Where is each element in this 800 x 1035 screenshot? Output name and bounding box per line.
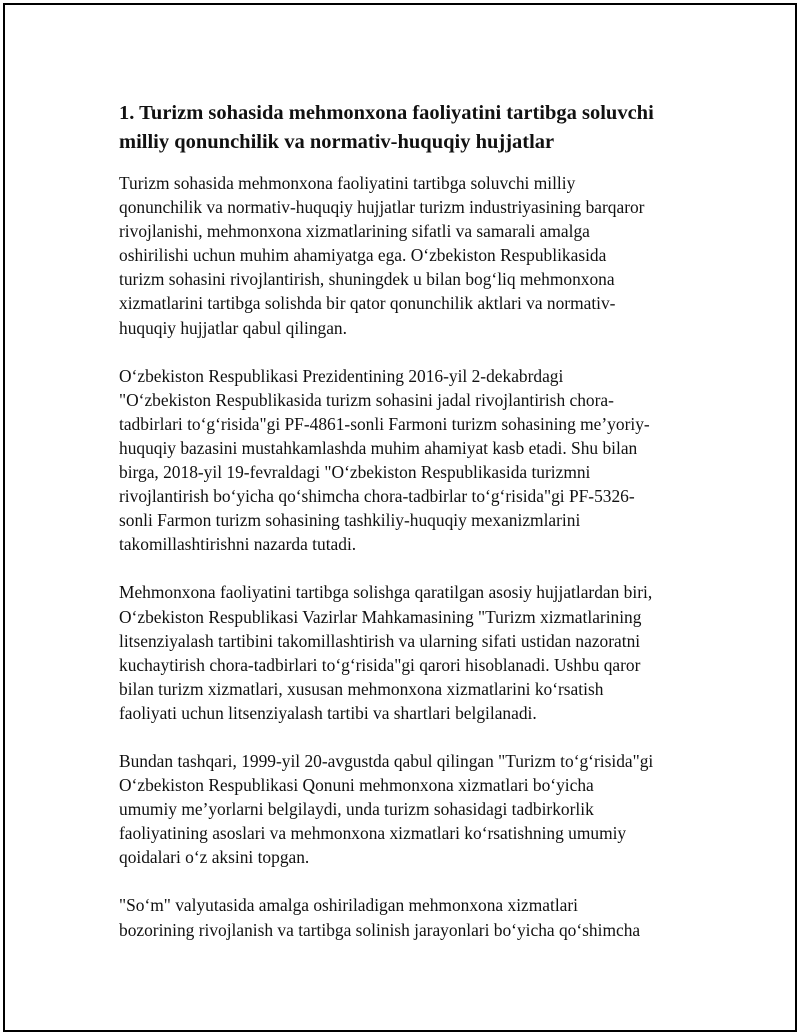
paragraph-line: O‘zbekiston Respublikasi Qonuni mehmonxona xizmatlari bo‘yicha [119, 775, 594, 796]
paragraph-line: "O‘zbekiston Respublikasida turizm sohasini jadal rivojlantirish chora- [119, 389, 614, 410]
paragraph-line: sonli Farmon turizm sohasining tashkiliy-huquqiy mexanizmlarini [119, 510, 581, 531]
paragraph-line: bozorining rivojlanish va tartibga solinish jarayonlari bo‘yicha qo‘shimcha [119, 919, 641, 940]
paragraph-4 [119, 749, 699, 869]
paragraph-line: litsenziyalash tartibini takomillashtirish va ularning sifati ustidan nazoratni [119, 630, 641, 651]
document-content [119, 99, 699, 966]
paragraph-line: faoliyatining asoslari va mehmonxona xizmatlari ko‘rsatishning umumiy [119, 823, 627, 844]
paragraph-line: huquqiy bazasini mustahkamlashda muhim ahamiyat kasb etadi. Shu bilan [119, 437, 638, 458]
paragraph-5 [119, 893, 699, 941]
page-frame [3, 3, 797, 1032]
paragraph-line: Turizm sohasida mehmonxona faoliyatini tartibga soluvchi milliy [119, 173, 576, 193]
paragraph-line: umumiy me’yorlarni belgilaydi, unda turizm sohasidagi tadbirkorlik [119, 799, 594, 820]
paragraph-line: O‘zbekiston Respublikasi Vazirlar Mahkamasining "Turizm xizmatlarining [119, 606, 642, 627]
paragraph-line: takomillashtirishni nazarda tutadi. [119, 534, 357, 555]
paragraph-line: xizmatlarini tartibga solishda bir qator qonunchilik aktlari va normativ- [119, 293, 616, 314]
paragraph-line: Mehmonxona faoliyatini tartibga solishga qaratilgan asosiy hujjatlardan biri, [119, 582, 653, 603]
paragraph-line: Bundan tashqari, 1999-yil 20-avgustda qabul qilingan "Turizm to‘g‘risida"gi [119, 750, 654, 771]
paragraph-line: rivojlanishi, mehmonxona xizmatlarining sifatli va samarali amalga [119, 221, 590, 242]
heading-line: 1. Turizm sohasida mehmonxona faoliyatini tartibga soluvchi [119, 102, 654, 124]
paragraph-line: rivojlantirish bo‘yicha qo‘shimcha chora-tadbirlar to‘g‘risida"gi PF-5326- [119, 486, 635, 507]
paragraph-line: huquqiy hujjatlar qabul qilingan. [119, 317, 347, 338]
paragraph-3 [119, 580, 699, 725]
paragraph-2 [119, 364, 699, 557]
paragraph-line: bilan turizm xizmatlari, xususan mehmonxona xizmatlarini ko‘rsatish [119, 678, 604, 699]
paragraph-line: "So‘m" valyutasida amalga oshiriladigan mehmonxona xizmatlari [119, 895, 578, 916]
paragraph-line: faoliyati uchun litsenziyalash tartibi va shartlari belgilanadi. [119, 702, 537, 723]
paragraph-line: qonunchilik va normativ-huquqiy hujjatlar turizm industriyasining barqaror [119, 197, 645, 218]
paragraph-line: birga, 2018-yil 19-fevraldagi "O‘zbekiston Respublikasida turizmni [119, 462, 591, 483]
paragraph-line: turizm sohasini rivojlantirish, shuningdek u bilan bog‘liq mehmonxona [119, 269, 615, 290]
paragraph-line: O‘zbekiston Respublikasi Prezidentining 2016-yil 2-dekabrdagi [119, 365, 564, 386]
section-heading [119, 99, 699, 157]
paragraph-1 [119, 171, 699, 340]
paragraph-line: qoidalari o‘z aksini topgan. [119, 847, 310, 868]
paragraph-line: tadbirlari to‘g‘risida"gi PF-4861-sonli Farmoni turizm sohasining me’yoriy- [119, 413, 650, 434]
paragraph-line: kuchaytirish chora-tadbirlari to‘g‘risida"gi qarori hisoblanadi. Ushbu qaror [119, 654, 641, 675]
paragraph-line: oshirilishi uchun muhim ahamiyatga ega. O‘zbekiston Respublikasida [119, 245, 607, 266]
heading-line: milliy qonunchilik va normativ-huquqiy hujjatlar [119, 131, 555, 153]
